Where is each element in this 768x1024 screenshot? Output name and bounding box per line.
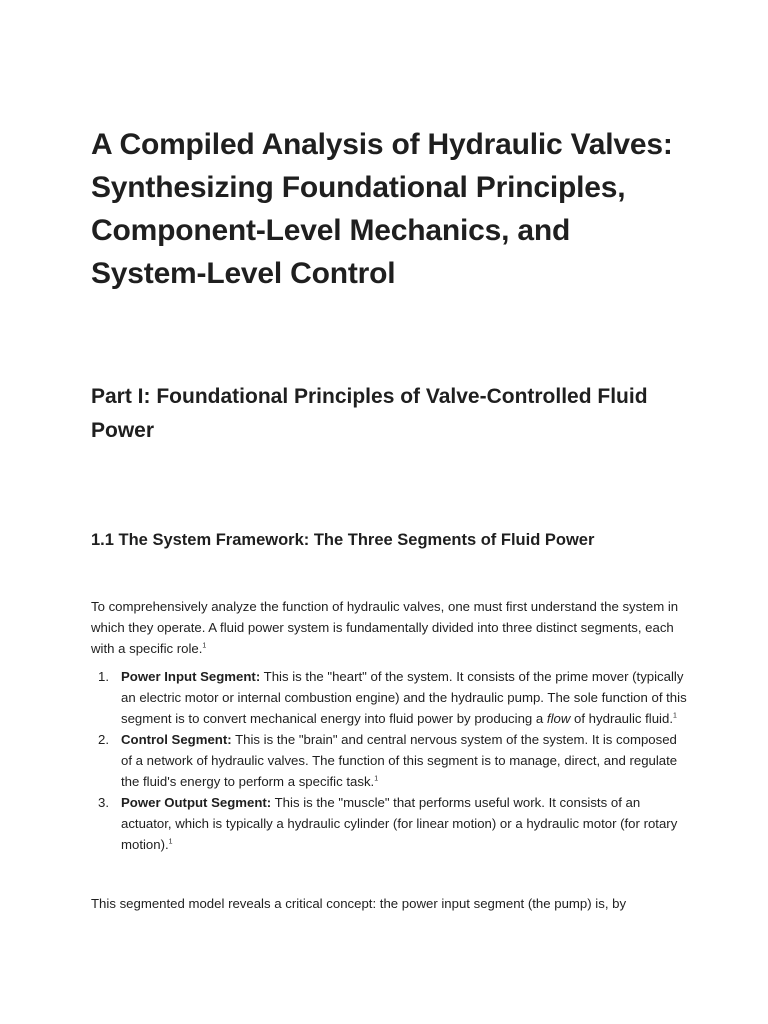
list-item [91, 729, 691, 792]
closing-paragraph: This segmented model reveals a critical concept: the power input segment (the pump) is, by [91, 896, 627, 911]
footnote-ref[interactable]: 1 [374, 775, 379, 783]
list-text: This is the "heart" of the system. It consists of the prime mover (typically an electric motor or internal combustion engine) and the hydraulic pump. The sole function of this segment is to convert mechanical energy into fluid power by producing a [121, 669, 687, 726]
list-item [91, 792, 691, 855]
document-title: A Compiled Analysis of Hydraulic Valves: Synthesizing Foundational Principles, Component-Level Mechanics, and System-Level Control [91, 128, 673, 290]
list-number: 3. [98, 795, 109, 810]
list-number: 2. [98, 732, 109, 747]
intro-paragraph [91, 596, 681, 659]
segments-list [91, 666, 691, 855]
intro-text: To comprehensively analyze the function of hydraulic valves, one must first understand the system in which they operate. A fluid power system is fundamentally divided into three distinct segments, each with a specific role. [91, 599, 679, 656]
list-text: This is the "muscle" that performs useful work. It consists of an actuator, which is typically a hydraulic cylinder (for linear motion) or a hydraulic motor (for rotary motion). [121, 795, 678, 852]
footnote-ref[interactable]: 1 [202, 642, 207, 650]
footnote-ref[interactable]: 1 [168, 838, 173, 846]
footnote-ref[interactable]: 1 [672, 712, 677, 720]
list-term: Control Segment: [121, 732, 232, 747]
emphasis-text: flow [546, 711, 571, 726]
part-heading: Part I: Foundational Principles of Valve-Controlled Fluid Power [91, 385, 648, 442]
section-heading: 1.1 The System Framework: The Three Segments of Fluid Power [91, 531, 595, 549]
list-term: Power Output Segment: [121, 795, 272, 810]
list-number: 1. [98, 669, 109, 684]
list-text: This is the "brain" and central nervous system of the system. It is composed of a network of hydraulic valves. The function of this segment is to manage, direct, and regulate the fluid's energy to perform a specific task. [121, 732, 678, 789]
list-item [91, 666, 691, 729]
list-term: Power Input Segment: [121, 669, 261, 684]
list-text-after: of hydraulic fluid. [570, 711, 673, 726]
